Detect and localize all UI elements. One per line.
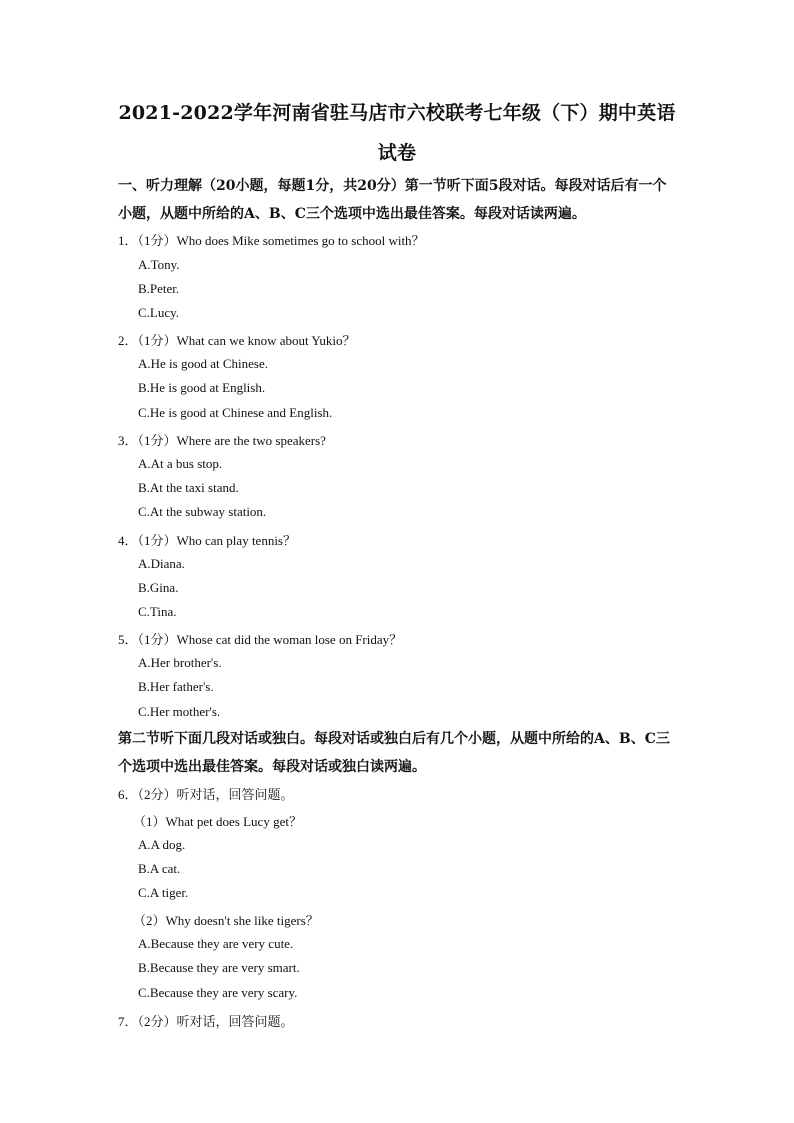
question-1-option-c: C.Lucy. bbox=[138, 305, 180, 320]
question-6-sub-2-option-c: C.Because they are very scary. bbox=[138, 985, 298, 1000]
question-4-stem: 4．（1分）Who can play tennis？ bbox=[118, 533, 296, 548]
question-3-option-c: C.At the subway station. bbox=[138, 504, 267, 519]
question-4-option-a: A.Diana. bbox=[138, 556, 185, 571]
question-2-option-c: C.He is good at Chinese and English. bbox=[138, 405, 333, 420]
question-2-option-a: A.He is good at Chinese. bbox=[138, 356, 268, 371]
question-2-stem: 2．（1分）What can we know about Yukio？ bbox=[118, 333, 356, 348]
section-2-instruction-line-1: 第二节听下面几段对话或独白。每段对话或独白后有几个小题，从题中所给的A、B、C三 bbox=[118, 731, 670, 747]
question-6-sub-2-option-b: B.Because they are very smart. bbox=[138, 960, 300, 975]
question-3-stem: 3．（1分）Where are the two speakers? bbox=[118, 433, 326, 448]
question-6-sub-1-option-c: C.A tiger. bbox=[138, 885, 189, 900]
section-1-instruction-line-2: 小题，从题中所给的A、B、C三个选项中选出最佳答案。每段对话读两遍。 bbox=[118, 206, 586, 222]
question-4-option-b: B.Gina. bbox=[138, 580, 179, 595]
question-3-option-a: A.At a bus stop. bbox=[138, 456, 223, 471]
question-6-sub-2-option-a: A.Because they are very cute. bbox=[138, 936, 294, 951]
question-5-option-b: B.Her father's. bbox=[138, 679, 214, 694]
document-title-line-2: 试卷 bbox=[377, 142, 417, 164]
question-3-option-b: B.At the taxi stand. bbox=[138, 480, 239, 495]
question-1-option-a: A.Tony. bbox=[138, 257, 180, 272]
section-2-instruction-line-2: 个选项中选出最佳答案。每段对话或独白读两遍。 bbox=[118, 759, 426, 775]
question-6-sub-1-stem: （1）What pet does Lucy get？ bbox=[133, 814, 302, 829]
question-6-stem: 6．（2分）听对话，回答问题。 bbox=[118, 787, 294, 802]
question-5-stem: 5．（1分）Whose cat did the woman lose on Friday？ bbox=[118, 632, 403, 647]
question-5-option-a: A.Her brother's. bbox=[138, 655, 222, 670]
question-5-option-c: C.Her mother's. bbox=[138, 704, 221, 719]
section-1-instruction-line-1: 一、听力理解（20小题，每题1分，共20分）第一节听下面5段对话。每段对话后有一个 bbox=[118, 178, 667, 194]
question-6-sub-1-option-a: A.A dog. bbox=[138, 837, 186, 852]
question-2-option-b: B.He is good at English. bbox=[138, 380, 266, 395]
question-7-stem: 7．（2分）听对话，回答问题。 bbox=[118, 1014, 294, 1029]
question-1-option-b: B.Peter. bbox=[138, 281, 180, 296]
question-6-sub-2-stem: （2）Why doesn't she like tigers？ bbox=[133, 913, 319, 928]
question-1-stem: 1．（1分）Who does Mike sometimes go to school with？ bbox=[118, 233, 425, 248]
question-4-option-c: C.Tina. bbox=[138, 604, 177, 619]
question-6-sub-1-option-b: B.A cat. bbox=[138, 861, 181, 876]
document-title-line-1: 2021-2022学年河南省驻马店市六校联考七年级（下）期中英语 bbox=[118, 102, 676, 124]
